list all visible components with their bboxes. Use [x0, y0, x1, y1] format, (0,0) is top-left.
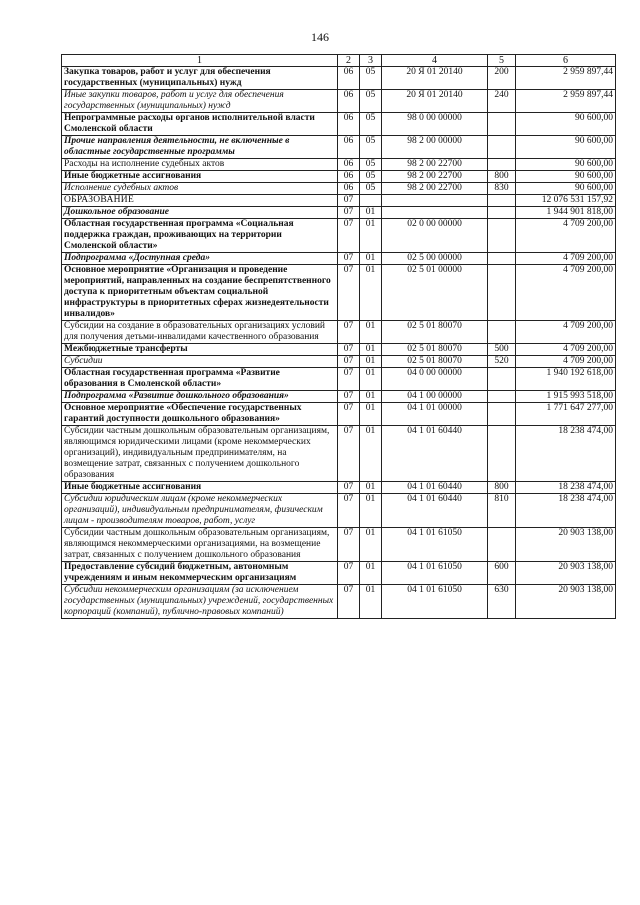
row-name-cell: Основное мероприятие «Организация и проведение мероприятий, направленных на создание беспрепятственного доступа к приоритетным объектам социальной инфраструктуры в приоритетных сферах жизнедеятельности инвалидов» — [62, 265, 338, 321]
row-subsection-cell: 05 — [360, 171, 382, 183]
row-section-cell: 07 — [338, 585, 360, 619]
row-name-cell: Субсидии — [62, 356, 338, 368]
row-section-cell: 07 — [338, 344, 360, 356]
table-row — [62, 265, 616, 321]
table-row — [62, 482, 616, 494]
row-subsection-cell: 01 — [360, 356, 382, 368]
row-section-cell: 06 — [338, 159, 360, 171]
row-section-cell: 07 — [338, 321, 360, 344]
row-name-cell: Иные бюджетные ассигнования — [62, 171, 338, 183]
row-target-article-cell: 04 1 01 60440 — [382, 494, 488, 528]
row-expense-type-cell: 240 — [488, 90, 516, 113]
row-subsection-cell: 01 — [360, 562, 382, 585]
row-section-cell: 07 — [338, 368, 360, 391]
row-target-article-cell: 98 2 00 22700 — [382, 159, 488, 171]
row-section-cell: 07 — [338, 528, 360, 562]
row-subsection-cell: 05 — [360, 183, 382, 195]
row-name-cell: Субсидии некоммерческим организациям (за исключением государственных (муниципальных) учреждений, государственных корпораций (компаний), публично-правовых компаний) — [62, 585, 338, 619]
table-row — [62, 90, 616, 113]
row-target-article-cell: 02 5 01 80070 — [382, 344, 488, 356]
row-expense-type-cell — [488, 426, 516, 482]
row-subsection-cell: 01 — [360, 265, 382, 321]
row-target-article-cell: 04 1 01 00000 — [382, 403, 488, 426]
row-expense-type-cell: 520 — [488, 356, 516, 368]
row-section-cell: 06 — [338, 136, 360, 159]
row-subsection-cell: 05 — [360, 90, 382, 113]
table-row — [62, 159, 616, 171]
row-amount-cell: 1 944 901 818,00 — [516, 207, 616, 219]
row-section-cell: 06 — [338, 67, 360, 90]
row-target-article-cell: 02 5 01 00000 — [382, 265, 488, 321]
row-amount-cell: 4 709 200,00 — [516, 356, 616, 368]
row-amount-cell: 90 600,00 — [516, 113, 616, 136]
row-amount-cell: 90 600,00 — [516, 171, 616, 183]
row-target-article-cell: 20 Я 01 20140 — [382, 90, 488, 113]
budget-table — [61, 54, 616, 619]
row-section-cell: 07 — [338, 482, 360, 494]
row-subsection-cell: 05 — [360, 136, 382, 159]
row-target-article-cell — [382, 195, 488, 207]
row-amount-cell: 12 076 531 157,92 — [516, 195, 616, 207]
table-row — [62, 67, 616, 90]
row-target-article-cell: 04 0 00 00000 — [382, 368, 488, 391]
table-header-row — [62, 55, 616, 67]
row-section-cell: 07 — [338, 219, 360, 253]
row-expense-type-cell: 600 — [488, 562, 516, 585]
row-amount-cell: 90 600,00 — [516, 136, 616, 159]
row-amount-cell: 4 709 200,00 — [516, 219, 616, 253]
row-amount-cell: 1 915 993 518,00 — [516, 391, 616, 403]
row-section-cell: 06 — [338, 90, 360, 113]
row-name-cell: Субсидии частным дошкольным образовательным организациям, являющимся некоммерческими организациями, на возмещение затрат, связанных с получением дошкольного образования — [62, 528, 338, 562]
row-target-article-cell: 04 1 01 60440 — [382, 426, 488, 482]
row-expense-type-cell — [488, 113, 516, 136]
row-amount-cell: 20 903 138,00 — [516, 528, 616, 562]
row-expense-type-cell: 800 — [488, 171, 516, 183]
row-expense-type-cell — [488, 403, 516, 426]
header-col-1: 1 — [62, 55, 338, 67]
row-subsection-cell: 01 — [360, 482, 382, 494]
row-target-article-cell: 02 5 01 80070 — [382, 356, 488, 368]
row-expense-type-cell — [488, 321, 516, 344]
row-section-cell: 07 — [338, 356, 360, 368]
row-amount-cell: 20 903 138,00 — [516, 562, 616, 585]
table-row — [62, 368, 616, 391]
row-amount-cell: 90 600,00 — [516, 183, 616, 195]
row-subsection-cell: 01 — [360, 368, 382, 391]
row-name-cell: Межбюджетные трансферты — [62, 344, 338, 356]
row-expense-type-cell — [488, 136, 516, 159]
table-row — [62, 207, 616, 219]
table-row — [62, 585, 616, 619]
row-amount-cell: 90 600,00 — [516, 159, 616, 171]
row-name-cell: ОБРАЗОВАНИЕ — [62, 195, 338, 207]
row-amount-cell: 1 940 192 618,00 — [516, 368, 616, 391]
row-section-cell: 07 — [338, 494, 360, 528]
row-name-cell: Исполнение судебных актов — [62, 183, 338, 195]
row-name-cell: Дошкольное образование — [62, 207, 338, 219]
row-name-cell: Субсидии юридическим лицам (кроме некоммерческих организаций), индивидуальным предпринимателям, физическим лицам - производителям товаров, работ, услуг — [62, 494, 338, 528]
row-expense-type-cell — [488, 391, 516, 403]
row-target-article-cell: 04 1 01 61050 — [382, 585, 488, 619]
row-amount-cell: 20 903 138,00 — [516, 585, 616, 619]
row-amount-cell: 4 709 200,00 — [516, 265, 616, 321]
row-amount-cell: 4 709 200,00 — [516, 253, 616, 265]
header-col-6: 6 — [516, 55, 616, 67]
row-name-cell: Подпрограмма «Развитие дошкольного образования» — [62, 391, 338, 403]
row-expense-type-cell: 810 — [488, 494, 516, 528]
row-section-cell: 07 — [338, 403, 360, 426]
table-row — [62, 183, 616, 195]
row-target-article-cell: 04 1 00 00000 — [382, 391, 488, 403]
row-section-cell: 06 — [338, 171, 360, 183]
row-expense-type-cell — [488, 219, 516, 253]
table-row — [62, 494, 616, 528]
header-col-2: 2 — [338, 55, 360, 67]
page-number: 146 — [311, 30, 329, 44]
row-expense-type-cell — [488, 195, 516, 207]
row-amount-cell: 2 959 897,44 — [516, 90, 616, 113]
row-section-cell: 07 — [338, 391, 360, 403]
row-amount-cell: 4 709 200,00 — [516, 321, 616, 344]
table-row — [62, 391, 616, 403]
table-row — [62, 113, 616, 136]
table-row — [62, 403, 616, 426]
row-section-cell: 06 — [338, 113, 360, 136]
row-section-cell: 07 — [338, 253, 360, 265]
table-row — [62, 426, 616, 482]
row-subsection-cell: 01 — [360, 219, 382, 253]
row-subsection-cell: 01 — [360, 344, 382, 356]
table-row — [62, 528, 616, 562]
row-name-cell: Непрограммные расходы органов исполнительной власти Смоленской области — [62, 113, 338, 136]
row-expense-type-cell: 200 — [488, 67, 516, 90]
row-target-article-cell: 20 Я 01 20140 — [382, 67, 488, 90]
row-target-article-cell: 02 0 00 00000 — [382, 219, 488, 253]
row-name-cell: Основное мероприятие «Обеспечение государственных гарантий доступности дошкольного образования» — [62, 403, 338, 426]
row-name-cell: Субсидии частным дошкольным образовательным организациям, являющимся юридическими лицами (кроме некоммерческих организаций), индивидуальным предпринимателям, на возмещение затрат, связанных с получением дошкольного образования — [62, 426, 338, 482]
row-target-article-cell — [382, 207, 488, 219]
table-row — [62, 562, 616, 585]
row-subsection-cell: 01 — [360, 321, 382, 344]
row-expense-type-cell: 800 — [488, 482, 516, 494]
row-target-article-cell: 04 1 01 61050 — [382, 528, 488, 562]
row-expense-type-cell — [488, 253, 516, 265]
row-name-cell: Прочие направления деятельности, не включенные в областные государственные программы — [62, 136, 338, 159]
table-row — [62, 356, 616, 368]
row-expense-type-cell — [488, 368, 516, 391]
row-subsection-cell: 01 — [360, 207, 382, 219]
row-subsection-cell: 01 — [360, 403, 382, 426]
row-subsection-cell: 01 — [360, 253, 382, 265]
row-subsection-cell: 01 — [360, 528, 382, 562]
row-name-cell: Иные бюджетные ассигнования — [62, 482, 338, 494]
row-subsection-cell: 05 — [360, 113, 382, 136]
row-subsection-cell — [360, 195, 382, 207]
row-expense-type-cell: 630 — [488, 585, 516, 619]
row-amount-cell: 2 959 897,44 — [516, 67, 616, 90]
row-target-article-cell: 04 1 01 61050 — [382, 562, 488, 585]
row-name-cell: Подпрограмма «Доступная среда» — [62, 253, 338, 265]
row-name-cell: Областная государственная программа «Социальная поддержка граждан, проживающих на территории Смоленской области» — [62, 219, 338, 253]
row-section-cell: 07 — [338, 562, 360, 585]
row-amount-cell: 18 238 474,00 — [516, 494, 616, 528]
row-section-cell: 07 — [338, 207, 360, 219]
table-row — [62, 253, 616, 265]
table-row — [62, 136, 616, 159]
header-col-4: 4 — [382, 55, 488, 67]
row-expense-type-cell — [488, 159, 516, 171]
table-row — [62, 171, 616, 183]
table-row — [62, 321, 616, 344]
row-expense-type-cell: 830 — [488, 183, 516, 195]
row-target-article-cell: 98 2 00 22700 — [382, 171, 488, 183]
row-subsection-cell: 01 — [360, 494, 382, 528]
row-section-cell: 07 — [338, 426, 360, 482]
row-amount-cell: 1 771 647 277,00 — [516, 403, 616, 426]
row-name-cell: Иные закупки товаров, работ и услуг для обеспечения государственных (муниципальных) нужд — [62, 90, 338, 113]
row-name-cell: Субсидии на создание в образовательных организациях условий для получения детьми-инвалидами качественного образования — [62, 321, 338, 344]
row-name-cell: Предоставление субсидий бюджетным, автономным учреждениям и иным некоммерческим организациям — [62, 562, 338, 585]
header-col-3: 3 — [360, 55, 382, 67]
table-row — [62, 344, 616, 356]
table-row — [62, 219, 616, 253]
row-amount-cell: 4 709 200,00 — [516, 344, 616, 356]
row-expense-type-cell — [488, 528, 516, 562]
header-col-5: 5 — [488, 55, 516, 67]
row-amount-cell: 18 238 474,00 — [516, 482, 616, 494]
row-section-cell: 06 — [338, 183, 360, 195]
table-row — [62, 195, 616, 207]
row-expense-type-cell — [488, 207, 516, 219]
row-expense-type-cell: 500 — [488, 344, 516, 356]
row-section-cell: 07 — [338, 265, 360, 321]
row-target-article-cell: 02 5 01 80070 — [382, 321, 488, 344]
row-subsection-cell: 01 — [360, 426, 382, 482]
row-section-cell: 07 — [338, 195, 360, 207]
row-subsection-cell: 01 — [360, 585, 382, 619]
row-target-article-cell: 04 1 01 60440 — [382, 482, 488, 494]
row-target-article-cell: 98 2 00 22700 — [382, 183, 488, 195]
row-subsection-cell: 05 — [360, 67, 382, 90]
row-subsection-cell: 01 — [360, 391, 382, 403]
row-amount-cell: 18 238 474,00 — [516, 426, 616, 482]
row-target-article-cell: 98 0 00 00000 — [382, 113, 488, 136]
row-target-article-cell: 98 2 00 00000 — [382, 136, 488, 159]
row-subsection-cell: 05 — [360, 159, 382, 171]
row-name-cell: Областная государственная программа «Развитие образования в Смоленской области» — [62, 368, 338, 391]
row-name-cell: Расходы на исполнение судебных актов — [62, 159, 338, 171]
row-expense-type-cell — [488, 265, 516, 321]
row-name-cell: Закупка товаров, работ и услуг для обеспечения государственных (муниципальных) нужд — [62, 67, 338, 90]
row-target-article-cell: 02 5 00 00000 — [382, 253, 488, 265]
